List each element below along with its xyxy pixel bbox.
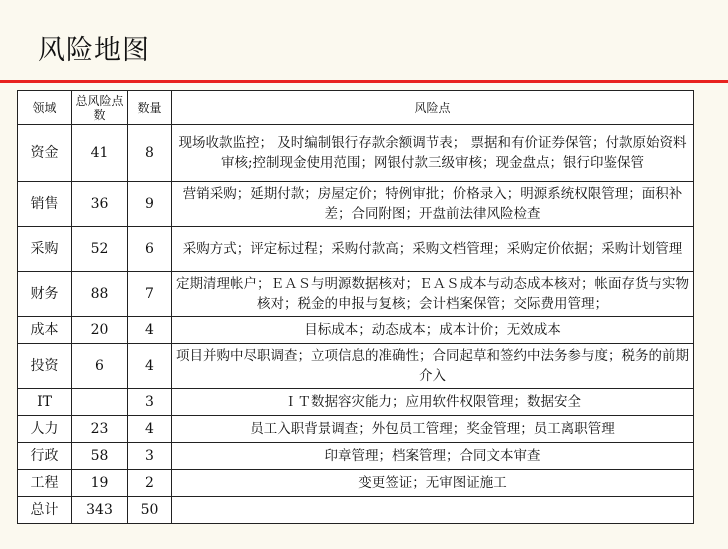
cell-count: 50 — [128, 497, 172, 524]
table-row — [18, 182, 694, 227]
cell-risks: 采购方式；评定标过程；采购付款高；采购文档管理；采购定价依据；采购计划管理 — [172, 227, 694, 272]
header-count: 数量 — [128, 91, 172, 125]
cell-count: 4 — [128, 317, 172, 344]
cell-risks — [172, 497, 694, 524]
cell-risks: ＩＴ数据容灾能力；应用软件权限管理；数据安全 — [172, 389, 694, 416]
cell-domain: 成本 — [18, 317, 72, 344]
cell-count: 2 — [128, 470, 172, 497]
table-row — [18, 470, 694, 497]
cell-domain: 投资 — [18, 344, 72, 389]
cell-risks: 目标成本；动态成本；成本计价；无效成本 — [172, 317, 694, 344]
table-header-row — [18, 91, 694, 125]
cell-domain: 销售 — [18, 182, 72, 227]
cell-domain: IT — [18, 389, 72, 416]
cell-total: 88 — [72, 272, 128, 317]
cell-count: 3 — [128, 443, 172, 470]
cell-count: 9 — [128, 182, 172, 227]
cell-total: 58 — [72, 443, 128, 470]
cell-domain: 行政 — [18, 443, 72, 470]
table-row — [18, 272, 694, 317]
table-row-total — [18, 497, 694, 524]
cell-domain: 采购 — [18, 227, 72, 272]
cell-total — [72, 389, 128, 416]
cell-domain: 总计 — [18, 497, 72, 524]
table-row — [18, 125, 694, 182]
table-row — [18, 344, 694, 389]
cell-domain: 财务 — [18, 272, 72, 317]
table-row — [18, 443, 694, 470]
table-row — [18, 389, 694, 416]
cell-total: 36 — [72, 182, 128, 227]
cell-risks: 印章管理；档案管理；合同文本审查 — [172, 443, 694, 470]
cell-count: 3 — [128, 389, 172, 416]
cell-count: 6 — [128, 227, 172, 272]
cell-risks: 员工入职背景调查；外包员工管理；奖金管理；员工离职管理 — [172, 416, 694, 443]
header-total: 总风险点数 — [72, 91, 128, 125]
cell-domain: 工程 — [18, 470, 72, 497]
cell-risks: 营销采购；延期付款；房屋定价；特例审批；价格录入；明源系统权限管理；面积补差；合同附图；开盘前法律风险检查 — [172, 182, 694, 227]
cell-total: 6 — [72, 344, 128, 389]
page-title: 风险地图 — [38, 35, 150, 66]
table-row — [18, 416, 694, 443]
cell-total: 20 — [72, 317, 128, 344]
header-domain: 领域 — [18, 91, 72, 125]
cell-domain: 资金 — [18, 125, 72, 182]
cell-total: 23 — [72, 416, 128, 443]
cell-total: 52 — [72, 227, 128, 272]
cell-total: 343 — [72, 497, 128, 524]
header-risks: 风险点 — [172, 91, 694, 125]
cell-risks: 现场收款监控； 及时编制银行存款余额调节表； 票据和有价证券保管；付款原始资料审核;控制现金使用范围；网银付款三级审核；现金盘点；银行印鉴保管 — [172, 125, 694, 182]
cell-risks: 项目并购中尽职调查；立项信息的准确性；合同起草和签约中法务参与度；税务的前期介入 — [172, 344, 694, 389]
cell-risks: 变更签证；无审图证施工 — [172, 470, 694, 497]
table-row — [18, 317, 694, 344]
cell-total: 41 — [72, 125, 128, 182]
cell-count: 4 — [128, 344, 172, 389]
cell-count: 4 — [128, 416, 172, 443]
cell-total: 19 — [72, 470, 128, 497]
cell-count: 7 — [128, 272, 172, 317]
cell-risks: 定期清理帐户；ＥＡＳ与明源数据核对；ＥＡＳ成本与动态成本核对；帐面存货与实物核对；税金的申报与复核；会计档案保管；交际费用管理； — [172, 272, 694, 317]
cell-count: 8 — [128, 125, 172, 182]
table-row — [18, 227, 694, 272]
risk-map-table — [17, 90, 694, 524]
cell-domain: 人力 — [18, 416, 72, 443]
title-divider — [0, 80, 728, 83]
